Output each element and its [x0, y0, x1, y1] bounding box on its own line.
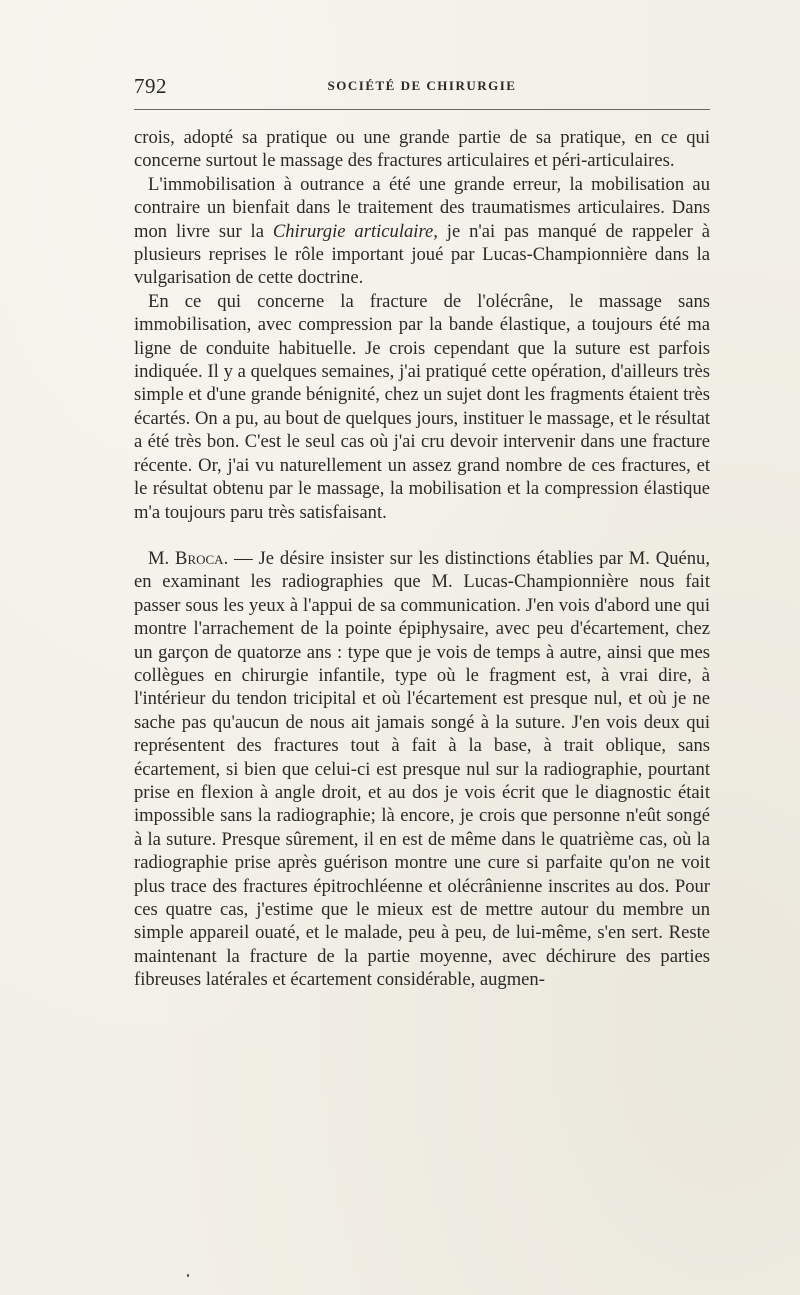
paragraph-text: je n'ai pas manqué de rappeler à plusieurs reprises le rôle important joué par Lucas-Championnière dans la vulgarisation de cette doctrine.	[134, 220, 710, 289]
page-header	[134, 74, 710, 98]
paragraph	[134, 547, 710, 992]
header-rule	[134, 109, 710, 110]
speaker-prefix: M.	[148, 547, 176, 569]
paragraph: En ce qui concerne la fracture de l'olécrâne, le massage sans immobilisation, avec compression par la bande élastique, a toujours été ma ligne de conduite habituelle. Je crois cependant que la suture est parfois indiquée. Il y a quelques semaines, j'ai pratiqué cette opération, d'ailleurs très simple et d'une grande bénignité, chez un sujet dont les fragments étaient très écartés. On a pu, au bout de quelques jours, instituer le massage, et le résultat a été très bon. C'est le seul cas où j'ai cru devoir intervenir dans une fracture récente. Or, j'ai vu naturellement un assez grand nombre de ces fractures, et le résultat obtenu par le massage, la mobilisation et la compression élastique m'a toujours paru très satisfaisant.	[134, 290, 710, 523]
running-head: SOCIÉTÉ DE CHIRURGIE	[327, 78, 517, 93]
paragraph-text: L'immobilisation à outrance a été une grande erreur, la mobilisation au contraire un bienfait dans le traitement des traumatismes articulaires. Dans mon livre sur la	[134, 173, 710, 242]
book-title: Chirurgie articulaire,	[272, 220, 438, 242]
paragraph	[134, 173, 710, 290]
speaker-name: Broca	[175, 547, 224, 569]
print-speck	[187, 1274, 189, 1277]
paragraph: crois, adopté sa pratique ou une grande partie de sa pratique, en ce qui concerne surtout le massage des fractures articulaires et péri-articulaires.	[134, 127, 710, 172]
page-number: 792	[134, 74, 167, 98]
paragraph-text: . — Je désire insister sur les distinctions établies par M. Quénu, en examinant les radiographies que M. Lucas-Championnière nous fait passer sous les yeux à l'appui de sa communication. J'en vois d'abord une qui montre l'arrachement de la pointe épiphysaire, avec peu d'écartement, chez un garçon de quatorze ans : type que je vois de temps à autre, ainsi que mes collègues en chirurgie infantile, type où le fragment est, à vrai dire, à l'intérieur du tendon tricipital et où l'écartement est presque nul, et où je ne sache pas qu'aucun de nous ait jamais songé à la suture. J'en vois deux qui représentent des fractures tout à fait à la base, à trait oblique, sans écartement, si bien que celui-ci est presque nul sur la radiographie, pourtant prise en flexion à angle droit, et au dos je vois écrit que le diagnostic était impossible sans la radiographie; là encore, je crois que personne n'eût songé à la suture. Presque sûrement, il en est de même dans le quatrième cas, où la radiographie prise après guérison montre une cure si parfaite qu'on ne voit plus trace des fractures épitrochléenne et olécrânienne inscrites au dos. Pour ces quatre cas, j'estime que le mieux est de mettre autour du membre un simple appareil ouaté, et le malade, peu à peu, de lui-même, s'en sert. Reste maintenant la fracture de la partie moyenne, avec déchirure des parties fibreuses latérales et écartement considérable, augmen-	[134, 547, 710, 991]
body-text	[134, 126, 710, 992]
